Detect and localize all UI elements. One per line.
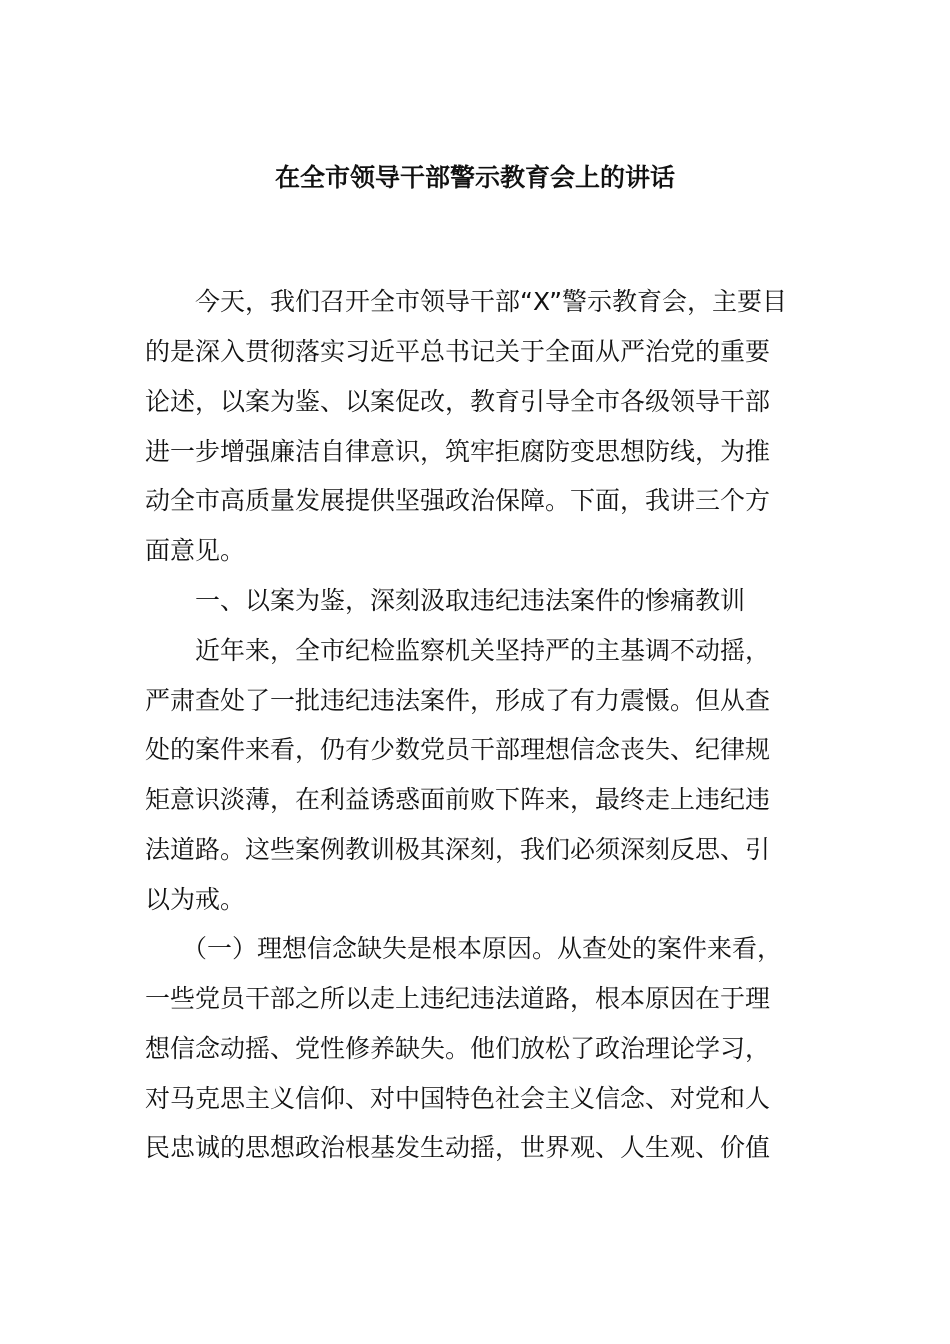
paragraph-line: 论述，以案为鉴、以案促改，教育引导全市各级领导干部 [145,387,771,416]
paragraph-line: 矩意识淡薄，在利益诱惑面前败下阵来，最终走上违纪违 [145,785,771,814]
subsection-line: （一）理想信念缺失是根本原因。从查处的案件来看， [182,934,783,963]
paragraph-line: 动全市高质量发展提供坚强政治保障。下面，我讲三个方 [145,486,771,515]
paragraph-line: 以为戒。 [145,885,246,914]
paragraph-line: 一些党员干部之所以走上违纪违法道路，根本原因在于理 [145,984,771,1013]
paragraph-line: 法道路。这些案例教训极其深刻，我们必须深刻反思、引 [145,835,771,864]
paragraph-line: 想信念动摇、党性修养缺失。他们放松了政治理论学习， [145,1034,771,1063]
paragraph-line: 进一步增强廉洁自律意识，筑牢拒腐防变思想防线，为推 [145,437,771,466]
section-heading: 一、以案为鉴，深刻汲取违纪违法案件的惨痛教训 [195,586,746,615]
paragraph-line: 处的案件来看，仍有少数党员干部理想信念丧失、纪律规 [145,735,771,764]
paragraph-line: 对马克思主义信仰、对中国特色社会主义信念、对党和人 [145,1084,771,1113]
paragraph-line: 面意见。 [145,536,246,565]
document-title: 在全市领导干部警示教育会上的讲话 [274,163,675,192]
paragraph-line: 民忠诚的思想政治根基发生动摇，世界观、人生观、价值 [145,1133,771,1162]
paragraph-line: 近年来，全市纪检监察机关坚持严的主基调不动摇， [195,636,771,665]
paragraph-line: 严肃查处了一批违纪违法案件，形成了有力震慑。但从查 [145,686,771,715]
paragraph-line: 的是深入贯彻落实习近平总书记关于全面从严治党的重要 [145,337,771,366]
paragraph-line: 今天，我们召开全市领导干部“X”警示教育会，主要目 [195,287,788,316]
